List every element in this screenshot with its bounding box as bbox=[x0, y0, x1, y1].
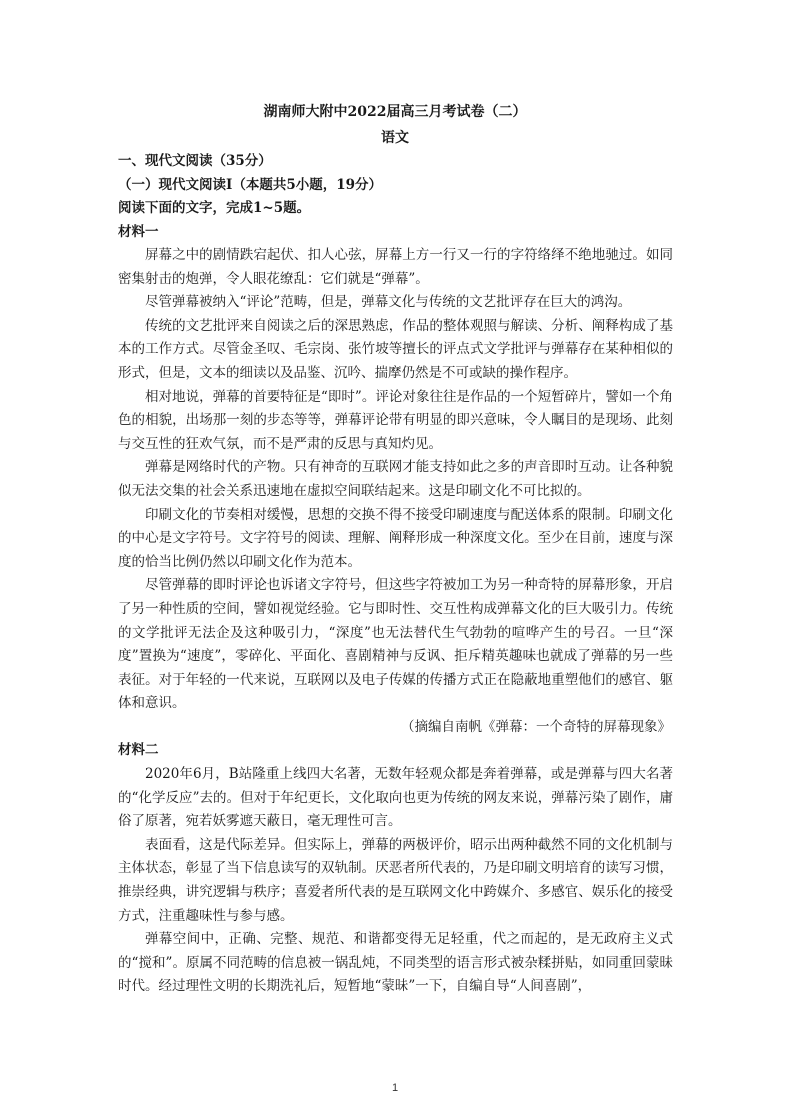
material-one-paragraph: 尽管弹幕的即时评论也诉诸文字符号，但这些字符被加工为另一种奇特的屏幕形象，开启了另一种性质的空间，譬如视觉经验。它与即时性、交互性构成弹幕文化的巨大吸引力。传统的文学批评无法企及这种吸引力，“深度”也无法替代生气勃勃的喧哗产生的号召。一旦“深度”置换为“速度”，零碎化、平面化、喜剧精神与反讽、拒斥精英趣味也就成了弹幕的另一些表征。对于年轻的一代来说，互联网以及电子传媒的传播方式正在隐蔽地重塑他们的感官、躯体和意识。 bbox=[118, 577, 673, 712]
document-body bbox=[118, 150, 673, 999]
material-one-label: 材料一 bbox=[118, 223, 159, 240]
material-one-paragraph: 弹幕是网络时代的产物。只有神奇的互联网才能支持如此之多的声音即时互动。让各种貌似无法交集的社会关系迅速地在虚拟空间联结起来。这是印刷文化不可比拟的。 bbox=[118, 459, 673, 499]
material-two-paragraph: 弹幕空间中，正确、完整、规范、和谐都变得无足轻重，代之而起的，是无政府主义式的“搅和”。原属不同范畴的信息被一锅乱炖，不同类型的语言形式被杂糅拼贴，如同重回蒙昧时代。经过理性文明的长期洗礼后，短暂地“蒙昧”一下，自编自导“人间喜剧”， bbox=[118, 931, 673, 995]
material-one-paragraph: 相对地说，弹幕的首要特征是“即时”。评论对象往往是作品的一个短暂碎片，譬如一个角色的相貌，出场那一刻的步态等等，弹幕评论带有明显的即兴意味，令人瞩目的是现场、此刻与交互性的狂欢气氛，而不是严肃的反思与真知灼见。 bbox=[118, 388, 673, 452]
material-two-label: 材料二 bbox=[118, 742, 159, 759]
material-one-citation: （摘编自南帆《弹幕：一个奇特的屏幕现象》 bbox=[401, 718, 671, 735]
subject-title: 语文 bbox=[381, 130, 409, 146]
exam-title: 湖南师大附中2022届高三月考试卷（二） bbox=[263, 104, 527, 120]
material-one-paragraph: 传统的文艺批评来自阅读之后的深思熟虑，作品的整体观照与解读、分析、阐释构成了基本的工作方式。尽管金圣叹、毛宗岗、张竹坡等擅长的评点式文学批评与弹幕存在某种相似的形式，但是，文本的细读以及品鉴、沉吟、揣摩仍然是不可或缺的操作程序。 bbox=[118, 317, 673, 381]
material-one-paragraph: 印刷文化的节奏相对缓慢，思想的交换不得不接受印刷速度与配送体系的限制。印刷文化的中心是文字符号。文字符号的阅读、理解、阐释形成一种深度文化。至少在目前，速度与深度的恰当比例仍然以印刷文化作为范本。 bbox=[118, 506, 673, 570]
material-two-paragraph: 表面看，这是代际差异。但实际上，弹幕的两极评价，昭示出两种截然不同的文化机制与主体状态，彰显了当下信息读写的双轨制。厌恶者所代表的，乃是印刷文明培育的读写习惯，推崇经典，讲究逻辑与秩序；喜爱者所代表的是互联网文化中跨媒介、多感官、娱乐化的接受方式，注重趣味性与参与感。 bbox=[118, 836, 673, 924]
section-subheading: （一）现代文阅读Ⅰ（本题共5小题，19分） bbox=[118, 176, 382, 193]
section-heading: 一、现代文阅读（35分） bbox=[118, 153, 272, 169]
page-number: 1 bbox=[391, 1082, 399, 1094]
material-one-paragraph: 屏幕之中的剧情跌宕起伏、扣人心弦，屏幕上方一行又一行的字符络绎不绝地驰过。如同密集射击的炮弹，令人眼花缭乱：它们就是“弹幕”。 bbox=[118, 247, 673, 287]
material-one-paragraph: 尽管弹幕被纳入“评论”范畴，但是，弹幕文化与传统的文艺批评存在巨大的鸿沟。 bbox=[145, 294, 632, 311]
material-two-paragraph: 2020年6月，B站隆重上线四大名著，无数年轻观众都是奔着弹幕，或是弹幕与四大名著的“化学反应”去的。但对于年纪更长，文化取向也更为传统的网友来说，弹幕污染了剧作，庸俗了原著，宛若妖雾遮天蔽日，毫无理性可言。 bbox=[118, 765, 673, 830]
reading-instruction: 阅读下面的文字，完成1~5题。 bbox=[118, 200, 311, 216]
